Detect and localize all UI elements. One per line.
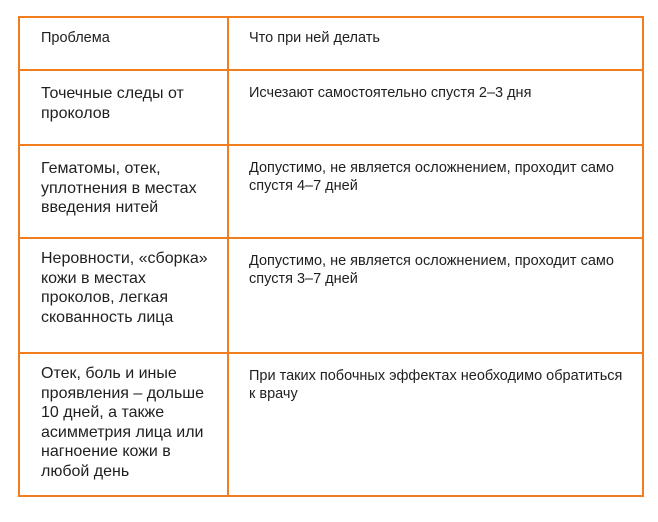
problem-text: Точечные следы от проколов — [41, 85, 184, 122]
table-row — [19, 70, 643, 145]
header-action-label: Что при ней делать — [249, 30, 380, 46]
action-text: При таких побочных эффектах необходимо обратиться к врачу — [249, 368, 623, 402]
problem-cell — [19, 145, 228, 238]
header-problem-label: Проблема — [41, 30, 110, 46]
problem-cell — [19, 70, 228, 145]
header-cell-action — [228, 17, 643, 70]
problem-text: Неровности, «сборка» кожи в местах проколов, легкая скованность лица — [41, 250, 208, 326]
action-cell — [228, 353, 643, 496]
table-row — [19, 353, 643, 496]
problem-text: Отек, боль и иные проявления – дольше 10 дней, а также асимметрия лица или нагноение кожи в любой день — [41, 365, 205, 480]
action-cell — [228, 70, 643, 145]
problem-text: Гематомы, отек, уплотнения в местах введения нитей — [41, 160, 197, 216]
action-text: Исчезают самостоятельно спустя 2–3 дня — [249, 85, 532, 101]
side-effects-table — [18, 16, 644, 497]
problem-cell — [19, 238, 228, 353]
action-cell — [228, 145, 643, 238]
table-header-row — [19, 17, 643, 70]
table-row — [19, 238, 643, 353]
header-cell-problem — [19, 17, 228, 70]
action-cell — [228, 238, 643, 353]
action-text: Допустимо, не является осложнением, проходит само спустя 4–7 дней — [249, 160, 614, 194]
action-text: Допустимо, не является осложнением, проходит само спустя 3–7 дней — [249, 253, 614, 287]
problem-cell — [19, 353, 228, 496]
table-row — [19, 145, 643, 238]
